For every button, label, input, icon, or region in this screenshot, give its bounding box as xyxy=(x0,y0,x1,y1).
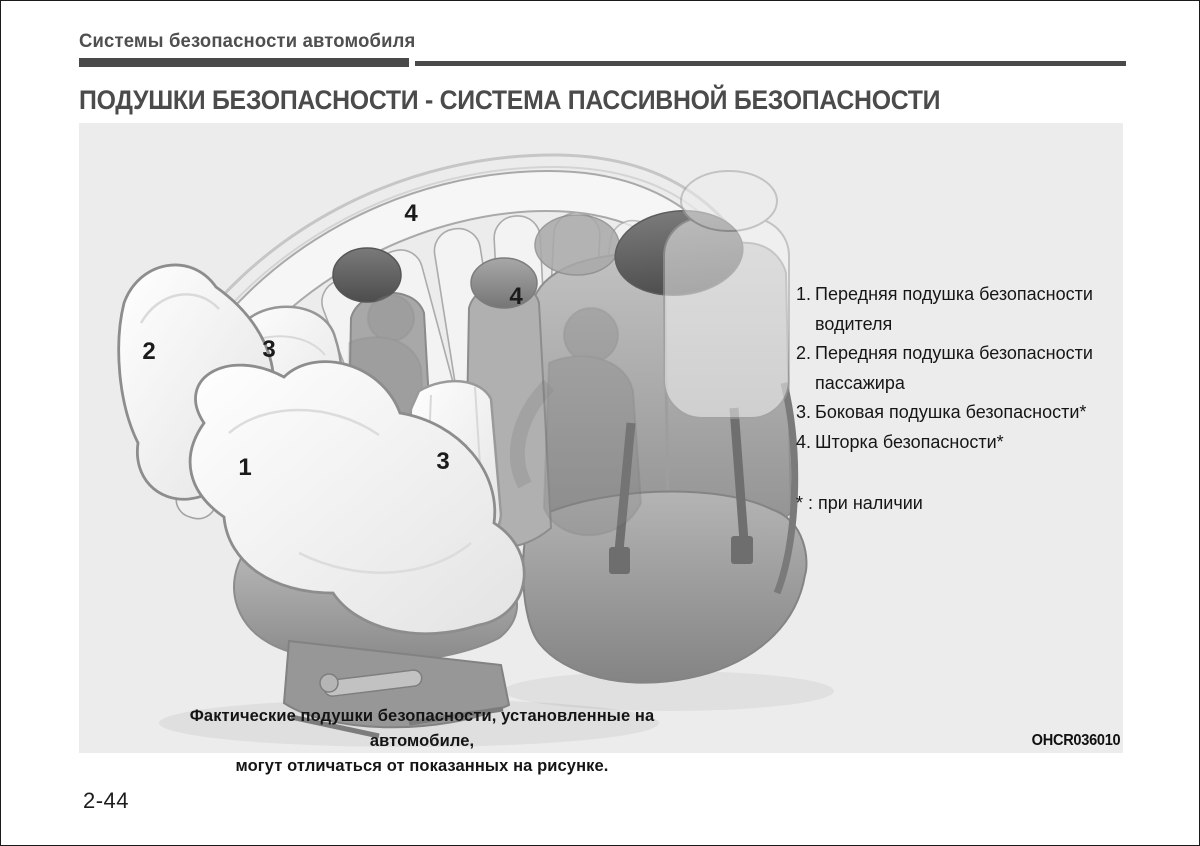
running-header: Системы безопасности автомобиля xyxy=(79,31,416,52)
availability-note: * : при наличии xyxy=(796,493,923,513)
legend-item-text: Боковая подушка безопасности* xyxy=(815,402,1087,422)
header-rule-thin xyxy=(415,61,1126,66)
callout-side-airbag-rear: 3 xyxy=(436,448,450,475)
airbag-legend xyxy=(796,280,1098,457)
legend-item-2 xyxy=(796,339,1098,398)
figure-caption-line1: Фактические подушки безопасности, установленные на автомобиле, xyxy=(189,707,655,750)
legend-item-text: Передняя подушка безопасности водителя xyxy=(815,284,1093,334)
figure-caption-line2: могут отличаться от показанных на рисунке. xyxy=(235,757,609,775)
callout-curtain-airbag-top: 4 xyxy=(404,200,418,227)
legend-item-3 xyxy=(796,398,1098,428)
ghost-rear-seat xyxy=(664,171,789,418)
legend-item-number: 3. xyxy=(796,402,812,422)
page-number: 2-44 xyxy=(83,788,130,813)
legend-item-text: Передняя подушка безопасности пассажира xyxy=(815,343,1093,393)
legend-item-number: 2. xyxy=(796,343,812,363)
legend-item-text: Шторка безопасности* xyxy=(815,431,1004,452)
legend-item-number: 1. xyxy=(796,284,812,304)
page-title: ПОДУШКИ БЕЗОПАСНОСТИ - СИСТЕМА ПАССИВНОЙ БЕЗОПАСНОСТИ xyxy=(79,85,941,115)
callout-driver-airbag: 1 xyxy=(238,454,252,481)
callout-curtain-airbag-mid: 4 xyxy=(509,283,523,310)
legend-item-number: 4. xyxy=(796,431,812,452)
header-rule-thick xyxy=(79,58,409,67)
legend-item-4 xyxy=(796,428,1098,458)
figure-code: OHCR036010 xyxy=(1031,732,1120,749)
figure-caption xyxy=(139,704,705,779)
callout-passenger-airbag: 2 xyxy=(142,338,156,365)
callout-side-airbag-front: 3 xyxy=(262,336,276,363)
legend-item-1 xyxy=(796,280,1098,339)
